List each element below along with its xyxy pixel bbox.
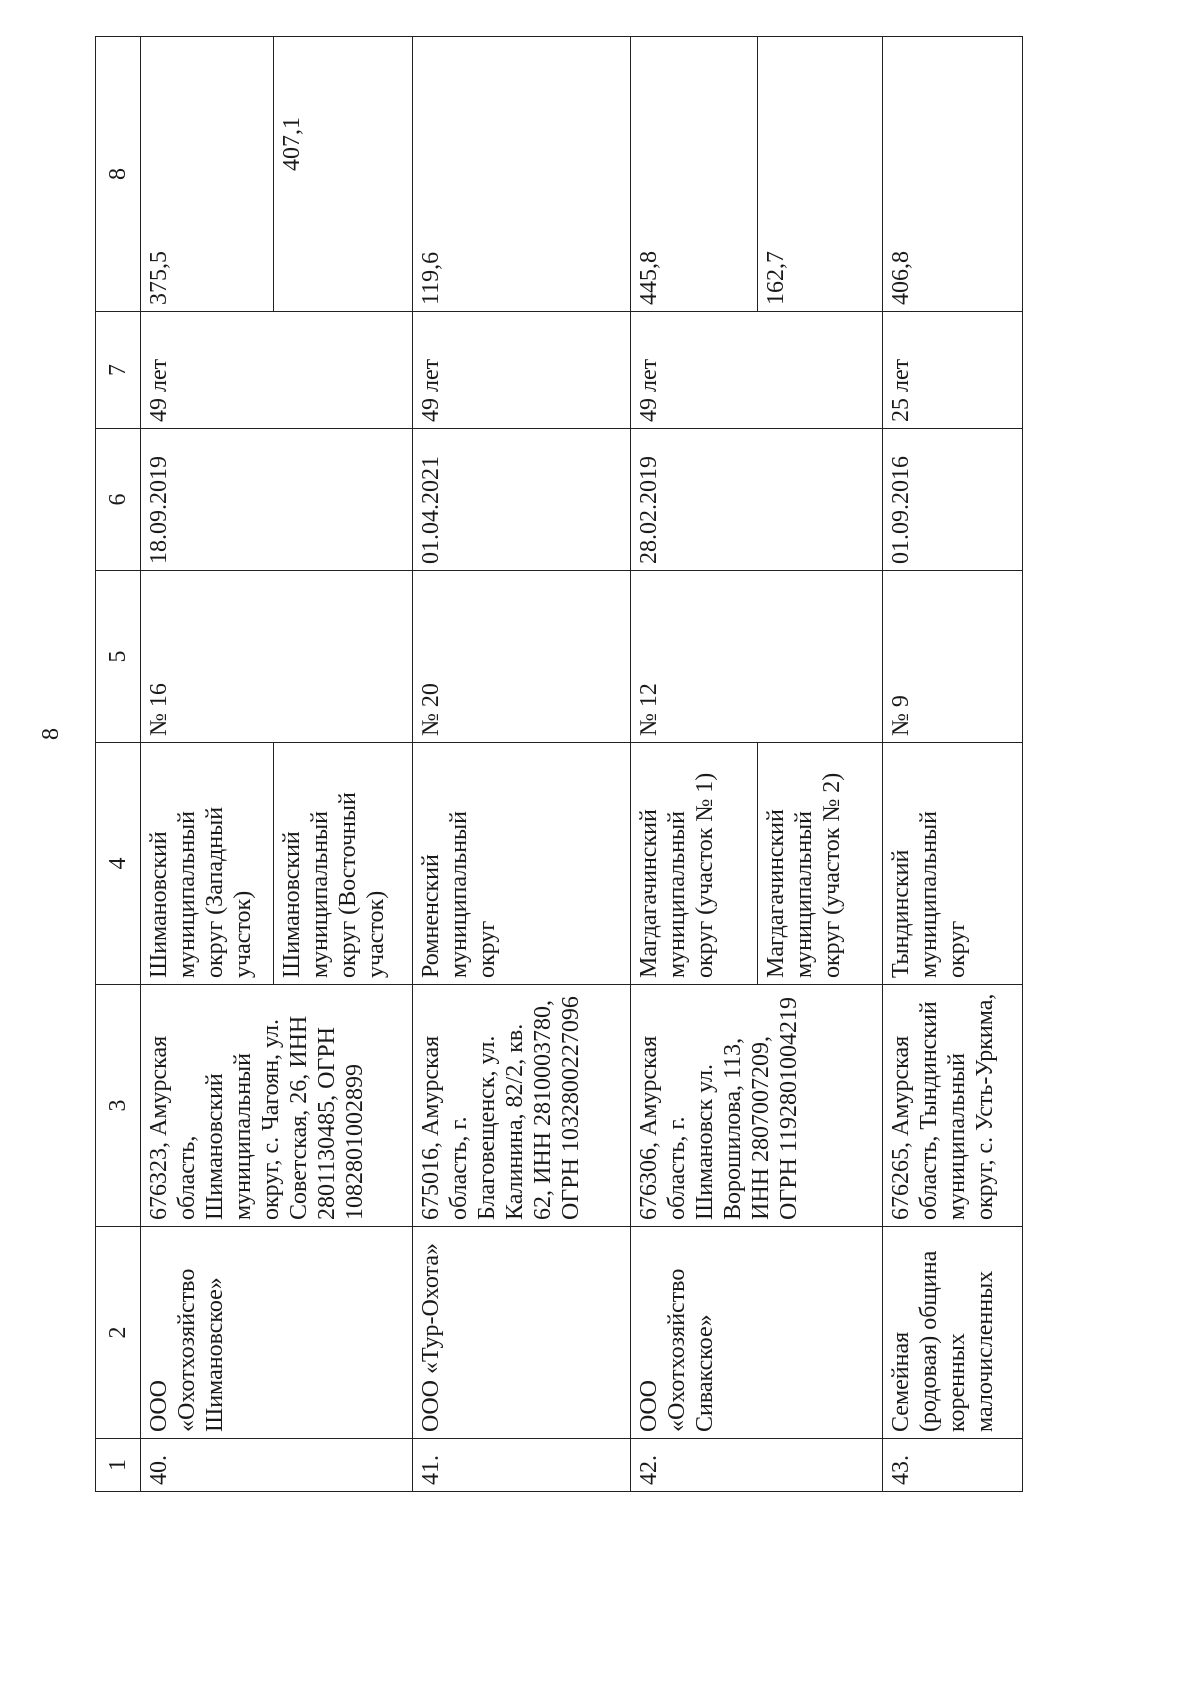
organization-name: ООО «Охотхозяйство Шимановское» — [141, 1227, 413, 1439]
area-name: Тындинский муниципальный округ — [883, 743, 1023, 985]
area-name: Шимановский муниципальный округ (Восточный участок) — [273, 743, 394, 984]
area-value: 445,8 — [636, 251, 662, 305]
header-col-3: 3 — [96, 985, 141, 1227]
agreement-date: 28.02.2019 — [631, 429, 883, 571]
header-col-5: 5 — [96, 571, 141, 743]
table-row — [141, 37, 413, 1492]
header-col-8: 8 — [96, 37, 141, 312]
row-number: 42. — [631, 1439, 883, 1492]
header-col-2: 2 — [96, 1227, 141, 1439]
organization-address: 675016, Амурская область, г. Благовещенск, ул. Калинина, 82/2, кв. 62, ИНН 2810003780, ОГРН 1032800227096 — [413, 985, 631, 1227]
header-row — [96, 37, 141, 1492]
agreement-term: 49 лет — [413, 312, 631, 429]
table-row — [883, 37, 1023, 1492]
organization-name: ООО «Тур-Охота» — [413, 1227, 631, 1439]
area-value-cell — [631, 37, 883, 312]
agreement-date: 18.09.2019 — [141, 429, 413, 571]
agreement-term: 49 лет — [631, 312, 883, 429]
header-col-1: 1 — [96, 1439, 141, 1492]
agreement-date: 01.09.2016 — [883, 429, 1023, 571]
area-value-cell — [141, 37, 413, 312]
agreement-number: № 20 — [413, 571, 631, 743]
area-cell — [631, 743, 883, 985]
organization-name: ООО «Охотхозяйство Сивакское» — [631, 1227, 883, 1439]
table-row — [413, 37, 631, 1492]
area-value: 375,5 — [146, 251, 172, 305]
area-name: Магдагачинский муниципальный округ (участок № 1) — [636, 772, 718, 978]
organization-name: Семейная (родовая) община коренных малочисленных — [883, 1227, 1023, 1439]
area-value: 162,7 — [757, 37, 794, 311]
row-number: 41. — [413, 1439, 631, 1492]
area-name: Магдагачинский муниципальный округ (участок № 2) — [757, 743, 850, 984]
header-col-6: 6 — [96, 429, 141, 571]
area-value: 119,6 — [413, 37, 631, 312]
area-name: Ромненский муниципальный округ — [413, 743, 631, 985]
agreement-number: № 16 — [141, 571, 413, 743]
header-col-4: 4 — [96, 743, 141, 985]
agreement-term: 25 лет — [883, 312, 1023, 429]
document-table-rotated — [95, 37, 1105, 1492]
agreement-number: № 12 — [631, 571, 883, 743]
hunting-grounds-table — [95, 36, 1023, 1492]
agreement-term: 49 лет — [141, 312, 413, 429]
area-value: 407,1 — [273, 37, 310, 311]
organization-address: 676265, Амурская область, Тындинский муниципальный округ, с. Усть-Уркима, — [883, 985, 1023, 1227]
area-value: 406,8 — [883, 37, 1023, 312]
area-cell — [141, 743, 413, 985]
table-row — [631, 37, 883, 1492]
page-number: 8 — [38, 728, 64, 740]
area-name: Шимановский муниципальный округ (Западный участок) — [146, 806, 256, 978]
organization-address: 676306, Амурская область, г. Шимановск ул. Ворошилова, 113, ИНН 2807007209, ОГРН 1192801004219 — [631, 985, 883, 1227]
organization-address: 676323, Амурская область, Шимановский муниципальный округ, с. Чагоян, ул. Советская, 26, ИНН 2801130485, ОГРН 1082801002899 — [141, 985, 413, 1227]
agreement-number: № 9 — [883, 571, 1023, 743]
row-number: 40. — [141, 1439, 413, 1492]
row-number: 43. — [883, 1439, 1023, 1492]
agreement-date: 01.04.2021 — [413, 429, 631, 571]
header-col-7: 7 — [96, 312, 141, 429]
